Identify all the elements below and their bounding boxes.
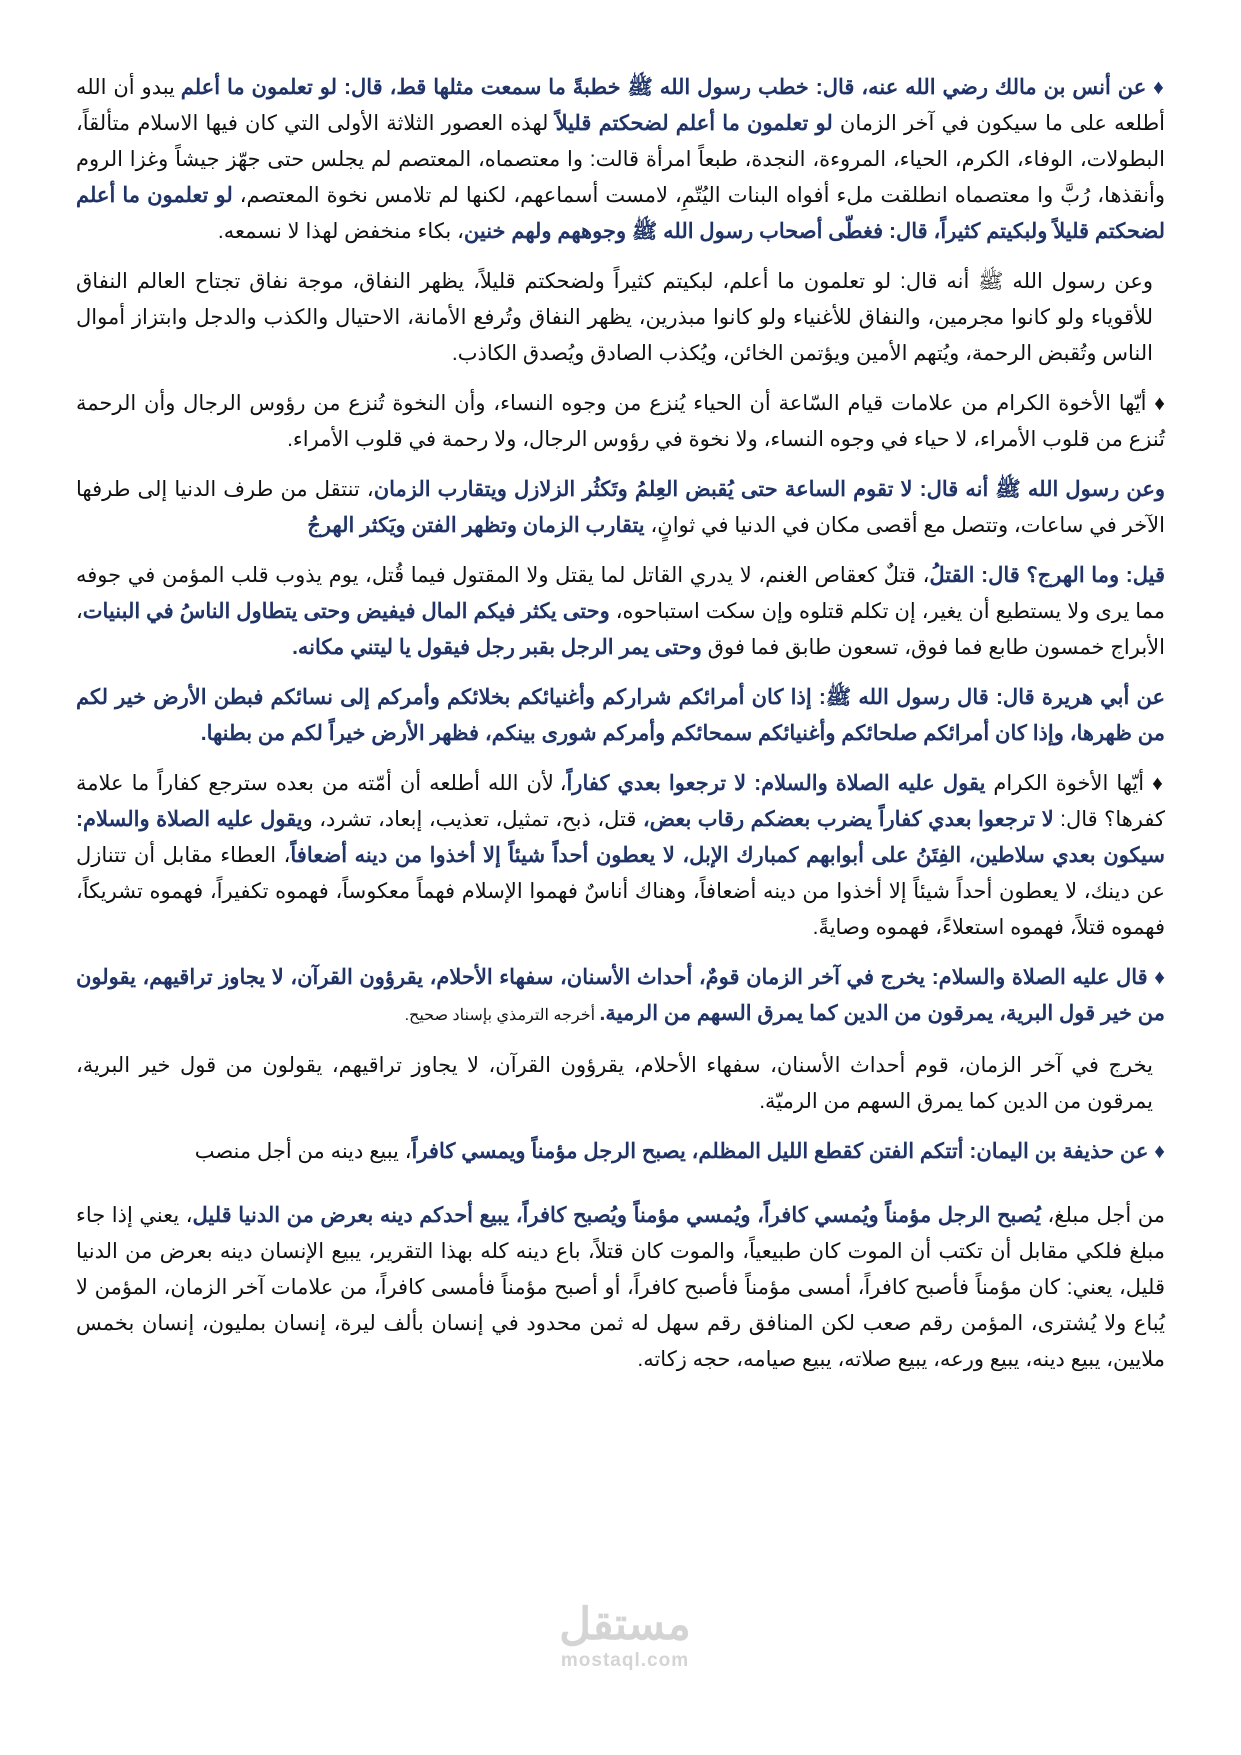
body-text: ، لأن الله أطلعه أن أمّته من بعده سترجع كفاراً ما علامة كفرها؟ قال:	[76, 772, 1165, 831]
bold-quote-text: عن أبي هريرة قال: قال رسول الله ﷺ: إذا كان أمرائكم شراركم وأغنيائكم بخلائكم وأمركم إلى نسائكم فبطن الأرض خير لكم من ظهرها، وإذا كان أمرائكم صلحائكم وأغنيائكم سمحائكم وأمركم شورى بينكم، فظهر الأرض خيراً لكم من بطنها.	[76, 686, 1165, 745]
watermark-latin: mostaql.com	[560, 1650, 690, 1671]
bold-quote-text: وحتى يكثر فيكم المال فيفيض وحتى يتطاول الناسُ في البنيات	[82, 600, 610, 623]
paragraph	[76, 680, 1165, 752]
paragraph	[76, 960, 1165, 1034]
paragraph	[76, 558, 1165, 666]
paragraph	[76, 386, 1165, 458]
body-text: وعن رسول الله ﷺ أنه قال: لو تعلمون ما أعلم، لبكيتم كثيراً ولضحكتم قليلاً، يظهر النفاق، موجة نفاق تجتاح العالم النفاق للأقوياء ولو كانوا مجرمين، والنفاق للأغنياء ولو كانوا مبذرين، يظهر النفاق وتُرفع الأمانة، الاحتيال والكذب والدجل وابتزاز أموال الناس وتُقبض الرحمة، ويُتهم الأمين ويؤتمن الخائن، ويُكذب الصادق ويُصدق الكاذب.	[76, 270, 1153, 365]
body-text: يبدو أن الله أطلعه على ما سيكون في آخر الزمان	[76, 76, 1165, 135]
bold-quote-text: ♦ قال عليه الصلاة والسلام: يخرج في آخر الزمان قومٌ، أحداث الأسنان، سفهاء الأحلام، يقرؤون القرآن، لا يجاوز تراقيهم، يقولون من خير قول البرية، يمرقون من الدين كما يمرق السهم من الرمية.	[76, 966, 1165, 1025]
body-text: ، الأبراج خمسون طابع فما فوق، تسعون طابق فما فوق	[76, 600, 1165, 659]
bold-quote-text: يقول عليه الصلاة والسلام: لا ترجعوا بعدي كفاراً	[566, 772, 986, 795]
paragraph	[76, 472, 1165, 544]
bold-quote-text: ♦ عن حذيفة بن اليمان: أتتكم الفتن كقطع الليل المظلم، يصبح الرجل مؤمناً ويمسي كافراً	[411, 1140, 1165, 1163]
bold-quote-text: وعن رسول الله ﷺ أنه قال: لا تقوم الساعة حتى يُقبض العِلمُ وتَكثُر الزلازل ويتقارب الزمان	[373, 478, 1165, 501]
body-text: ♦ أيّها الأخوة الكرام من علامات قيام السّاعة أن الحياء يُنزع من وجوه النساء، وأن النخوة تُنزع من رؤوس الرجال وأن الرحمة تُنزع من قلوب الأمراء، لا حياء في وجوه النساء، ولا نخوة في رؤوس الرجال، ولا رحمة في قلوب الأمراء.	[76, 392, 1165, 451]
bold-quote-text: قيل: وما الهرج؟ قال: القتلُ	[929, 564, 1165, 587]
paragraph	[76, 70, 1165, 250]
paragraph	[76, 766, 1165, 946]
mostaql-watermark	[545, 1600, 705, 1672]
body-text: ، يعني إذا جاء مبلغ فلكي مقابل أن تكتب أن الموت كان طبيعياً، والموت كان قتلاً، باع دينه كله بهذا التقرير، يبيع الإنسان دينه بعرض من الدنيا قليل، يعني: كان مؤمناً فأصبح كافراً، أمسى مؤمناً فأصبح كافراً، أو أصبح مؤمناً فأمسى كافراً، من علامات آخر الزمان، المؤمن لا يُباع ولا يُشترى، المؤمن رقم صعب لكن المنافق رقم سهل له ثمن محدود في إنسان بألف ليرة، إنسان بمليون، إنسان بخمس ملايين، يبيع دينه، يبيع ورعه، يبيع صلاته، يبيع صيامه، حجه زكاته.	[76, 1204, 1165, 1371]
bold-quote-text: ♦ عن أنس بن مالك رضي الله عنه، قال: خطب رسول الله ﷺ خطبةً ما سمعت مثلها قط، قال: لو تعلمون ما أعلم	[180, 76, 1165, 99]
bold-quote-text: لو تعلمون ما أعلم لضحكتم قليلاً ولبكيتم كثيراً، قال: فغطّى أصحاب رسول الله ﷺ وجوههم ولهم خنين	[76, 184, 1165, 243]
body-text: من أجل مبلغ،	[1040, 1204, 1166, 1227]
body-text: لهذه العصور الثلاثة الأولى التي كان فيها الاسلام متألقاً، البطولات، الوفاء، الكرم، الحياء، المروءة، النجدة، طبعاً امرأة قالت: وا معتصماه، المعتصم لم يجلس حتى جهّز جيشاً وغزا الروم وأنقذها، رُبَّ وا معتصماه انطلقت ملء أفواه البنات اليُتّمِ، لامست أسماعهم، لكنها لم تلامس نخوة المعتصم،	[76, 112, 1165, 207]
body-text: ، تنتقل من طرف الدنيا إلى طرفها الآخر في ساعات، وتتصل مع أقصى مكان في الدنيا في ثوانٍ،	[76, 478, 1165, 537]
body-text: ، يبيع دينه من أجل منصب	[194, 1140, 412, 1163]
bold-quote-text: يتقارب الزمان وتظهر الفتن ويَكثر الهرجُ	[307, 514, 645, 537]
body-text: قتل، ذبح، تمثيل، تعذيب، إبعاد، تشرد، و	[302, 808, 643, 831]
paragraph	[76, 1048, 1165, 1120]
body-text: أخرجه الترمذي بإسناد صحيح.	[404, 1007, 600, 1024]
body-text: ، قتلٌ كعقاص الغنم، لا يدري القاتل لما يقتل ولا المقتول فيما قُتل، يوم يذوب قلب المؤمن في جوفه مما يرى ولا يستطيع أن يغير، إن تكلم قتلوه وإن سكت استباحوه،	[76, 564, 1165, 623]
body-text: ♦ أيّها الأخوة الكرام	[985, 772, 1165, 795]
bold-quote-text: لو تعلمون ما أعلم لضحكتم قليلاً	[555, 112, 833, 135]
body-text: ، بكاء منخفض لهذا لا نسمعه.	[217, 220, 464, 243]
body-text: ، العطاء مقابل أن تتنازل عن دينك، لا يعطون أحداً شيئاً إلا أخذوا من دينه أضعافاً، وهناك أناسٌ فهموا الإسلام فهماً معكوساً، فهموه تكفيراً، فهموه تشريكاً، فهموه قتلاً، فهموه استعلاءً، فهموه وصايةً.	[76, 844, 1165, 939]
body-text: يخرج في آخر الزمان، قوم أحداث الأسنان، سفهاء الأحلام، يقرؤون القرآن، لا يجاوز تراقيهم، يقولون من قول خير البرية، يمرقون من الدين كما يمرق السهم من الرميّة.	[76, 1054, 1153, 1113]
paragraph	[76, 1134, 1165, 1170]
bold-quote-text: يقول عليه الصلاة والسلام: سيكون بعدي سلاطين، الفِتَنُ على أبوابهم كمبارك الإبل، لا يعطون أحداً شيئاً إلا أخذوا من دينه أضعافاً	[76, 808, 1165, 867]
bold-quote-text: لا ترجعوا بعدي كفاراً يضرب بعضكم رقاب بعض،	[642, 808, 1054, 831]
document-body	[76, 70, 1165, 1392]
watermark-arabic: مستقل	[559, 1600, 691, 1649]
paragraph	[76, 1198, 1165, 1378]
bold-quote-text: يُصبح الرجل مؤمناً ويُمسي كافراً، ويُمسي مؤمناً ويُصبح كافراً، يبيع أحدكم دينه بعرض من الدنيا قليل	[192, 1204, 1041, 1227]
bold-quote-text: وحتى يمر الرجل بقبر رجل فيقول يا ليتني مكانه.	[292, 636, 702, 659]
paragraph	[76, 264, 1165, 372]
